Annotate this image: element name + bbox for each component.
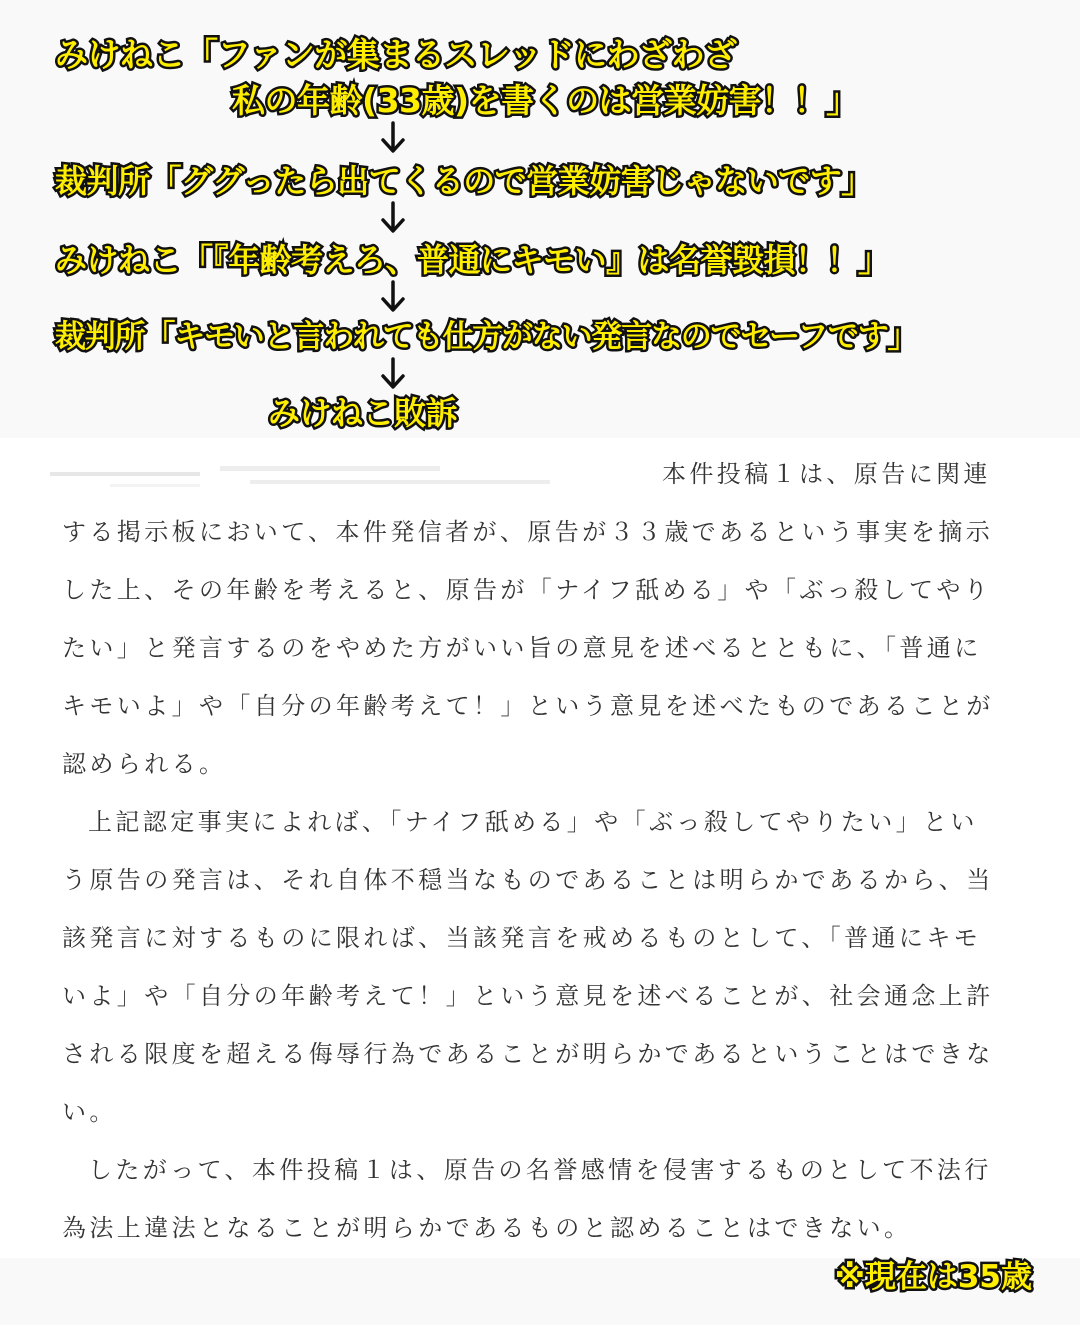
down-arrow-icon [380, 279, 406, 315]
caption-court-ruling-2: 裁判所「キモいと言われても仕方がない発言なのでセーフです」 [55, 319, 918, 355]
down-arrow-icon [380, 120, 406, 156]
caption-plaintiff-claim-1: みけねこ「ファンが集まるスレッドにわざわざ [55, 35, 737, 74]
flow-panel [0, 0, 1080, 440]
caption-plaintiff-claim-1-cont: 私の年齢(33歳)を書くのは営業妨害！！」 [232, 81, 859, 120]
caption-plaintiff-claim-2: みけねこ「『年齢考えろ、普通にキモい』は名誉毀損！！」 [55, 241, 890, 279]
judgment-excerpt [0, 438, 1080, 1258]
judgment-line-2: する掲示板において、本件発信者が、原告が３３歳であるという事実を摘示 [62, 518, 994, 546]
judgment-line-12: い。 [62, 1098, 117, 1126]
judgment-line-14: 為法上違法となることが明らかであるものと認めることはできない。 [62, 1214, 912, 1242]
caption-court-ruling-1: 裁判所「ググったら出てくるので営業妨害じゃないです」 [55, 162, 873, 200]
judgment-line-9: 該発言に対するものに限れば、当該発言を戒めるものとして、「普通にキモ [62, 924, 982, 952]
judgment-line-7: 上記認定事実によれば、「ナイフ舐める」や「ぶっ殺してやりたい」とい [88, 808, 978, 836]
down-arrow-icon [380, 200, 406, 236]
scan-artifact [50, 456, 610, 496]
judgment-line-13: したがって、本件投稿１は、原告の名誉感情を侵害するものとして不法行 [88, 1156, 992, 1184]
judgment-line-1: 本件投稿１は、原告に関連 [662, 460, 991, 488]
down-arrow-icon [380, 356, 406, 392]
caption-verdict: みけねこ敗訴 [268, 394, 458, 432]
judgment-line-11: される限度を超える侮辱行為であることが明らかであるということはできな [62, 1040, 994, 1068]
judgment-line-10: いよ」や「自分の年齢考えて！」という意見を述べることが、社会通念上許 [62, 982, 994, 1010]
judgment-line-4: たい」と発言するのをやめた方がいい旨の意見を述べるとともに、「普通に [62, 634, 982, 662]
judgment-line-3: した上、その年齢を考えると、原告が「ナイフ舐める」や「ぶっ殺してやり [62, 576, 992, 604]
age-note: ※現在は35歳 [834, 1259, 1032, 1295]
judgment-line-6: 認められる。 [62, 750, 227, 778]
judgment-line-8: う原告の発言は、それ自体不穏当なものであることは明らかであるから、当 [62, 866, 994, 894]
judgment-line-5: キモいよ」や「自分の年齢考えて！」という意見を述べたものであることが [62, 692, 994, 720]
